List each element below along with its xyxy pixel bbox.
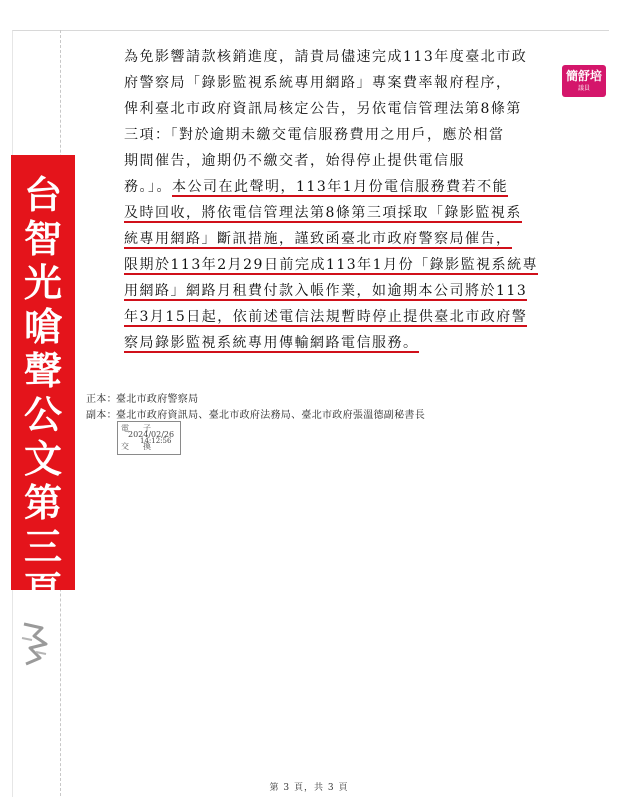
banner-char: 光 [23, 261, 62, 305]
banner-char: 頁 [23, 569, 62, 613]
banner-char: 文 [23, 437, 62, 481]
line-text: 俾利臺北市政府資訊局核定公告，另依電信管理法第8條第 [124, 101, 522, 117]
copy-recipient-value: 臺北市政府資訊局、臺北市政府法務局、臺北市政府張溫德副秘書長 [116, 410, 425, 421]
letter-line [124, 278, 534, 304]
copy-recipient-label: 副本： [86, 410, 117, 421]
line-text: 府警察局「錄影監視系統專用網路」專案費率報府程序， [124, 75, 512, 91]
page-footer: 第 3 頁，共 3 頁 [269, 783, 349, 793]
banner-char: 第 [23, 481, 62, 525]
underlined-text: 本公司在此聲明，113年1月份電信服務費若不能 [172, 179, 509, 195]
letter-line [124, 122, 534, 148]
main-recipient-value: 臺北市政府警察局 [116, 394, 199, 405]
underlined-text: 察局錄影監視系統專用傳輸網路電信服務。 [124, 335, 419, 351]
side-banner [11, 155, 75, 613]
banner-char: 三 [23, 525, 62, 569]
politician-logo [562, 65, 606, 97]
banner-char: 公 [23, 393, 62, 437]
letter-line [124, 70, 534, 96]
underlined-text: 統專用網路」斷訊措施，謹致函臺北市政府警察局催告， [124, 231, 512, 247]
stamp-top-text: 電子 [121, 424, 165, 433]
banner-char: 嗆 [23, 305, 62, 349]
letter-line [124, 226, 534, 252]
letter-line [124, 252, 539, 278]
main-recipient-label: 正本： [86, 394, 117, 405]
stamp-date: 2024/02/26 [128, 430, 175, 439]
letter-line [124, 330, 534, 356]
main-recipient-row [86, 392, 425, 408]
underlined-text: 年3月15日起，依前述電信法規暫時停止提供臺北市政府警 [124, 309, 528, 325]
line-text: 三項：「對於逾期未繳交電信服務費用之用戶，應於相當 [124, 127, 505, 143]
line-text: 務。」。 [124, 179, 172, 195]
letter-line [124, 174, 534, 200]
letter-line [124, 200, 534, 226]
letter-line [124, 96, 534, 122]
underlined-text: 及時回收，將依電信管理法第8條第三項採取「錄影監視系 [124, 205, 522, 221]
logo-subtitle: 議員 [577, 85, 590, 92]
line-text: 為免影響請款核銷進度，請貴局儘速完成113年度臺北市政 [124, 49, 528, 65]
line-text: 期間催告，逾期仍不繳交者，始得停止提供電信服 [124, 153, 465, 169]
banner-char: 聲 [23, 349, 62, 393]
exchange-stamp [117, 421, 181, 455]
underlined-text: 限期於113年2月29日前完成113年1月份「錄影監視系統專 [124, 257, 539, 273]
letter-line [124, 148, 534, 174]
logo-name: 簡舒培 [565, 69, 602, 83]
letter-body [124, 44, 539, 356]
letter-line [124, 44, 534, 70]
stamp-time: 14:12:56 [140, 437, 172, 445]
banner-char: 台 [23, 173, 62, 217]
letter-line [124, 304, 534, 330]
underlined-text: 用網路」網路月租費付款入帳作業，如逾期本公司將於113 [124, 283, 528, 299]
seal-icon [20, 618, 50, 668]
recipients-block [86, 392, 425, 424]
banner-char: 智 [23, 217, 62, 261]
stamp-bottom-text: 交換 [121, 442, 165, 451]
